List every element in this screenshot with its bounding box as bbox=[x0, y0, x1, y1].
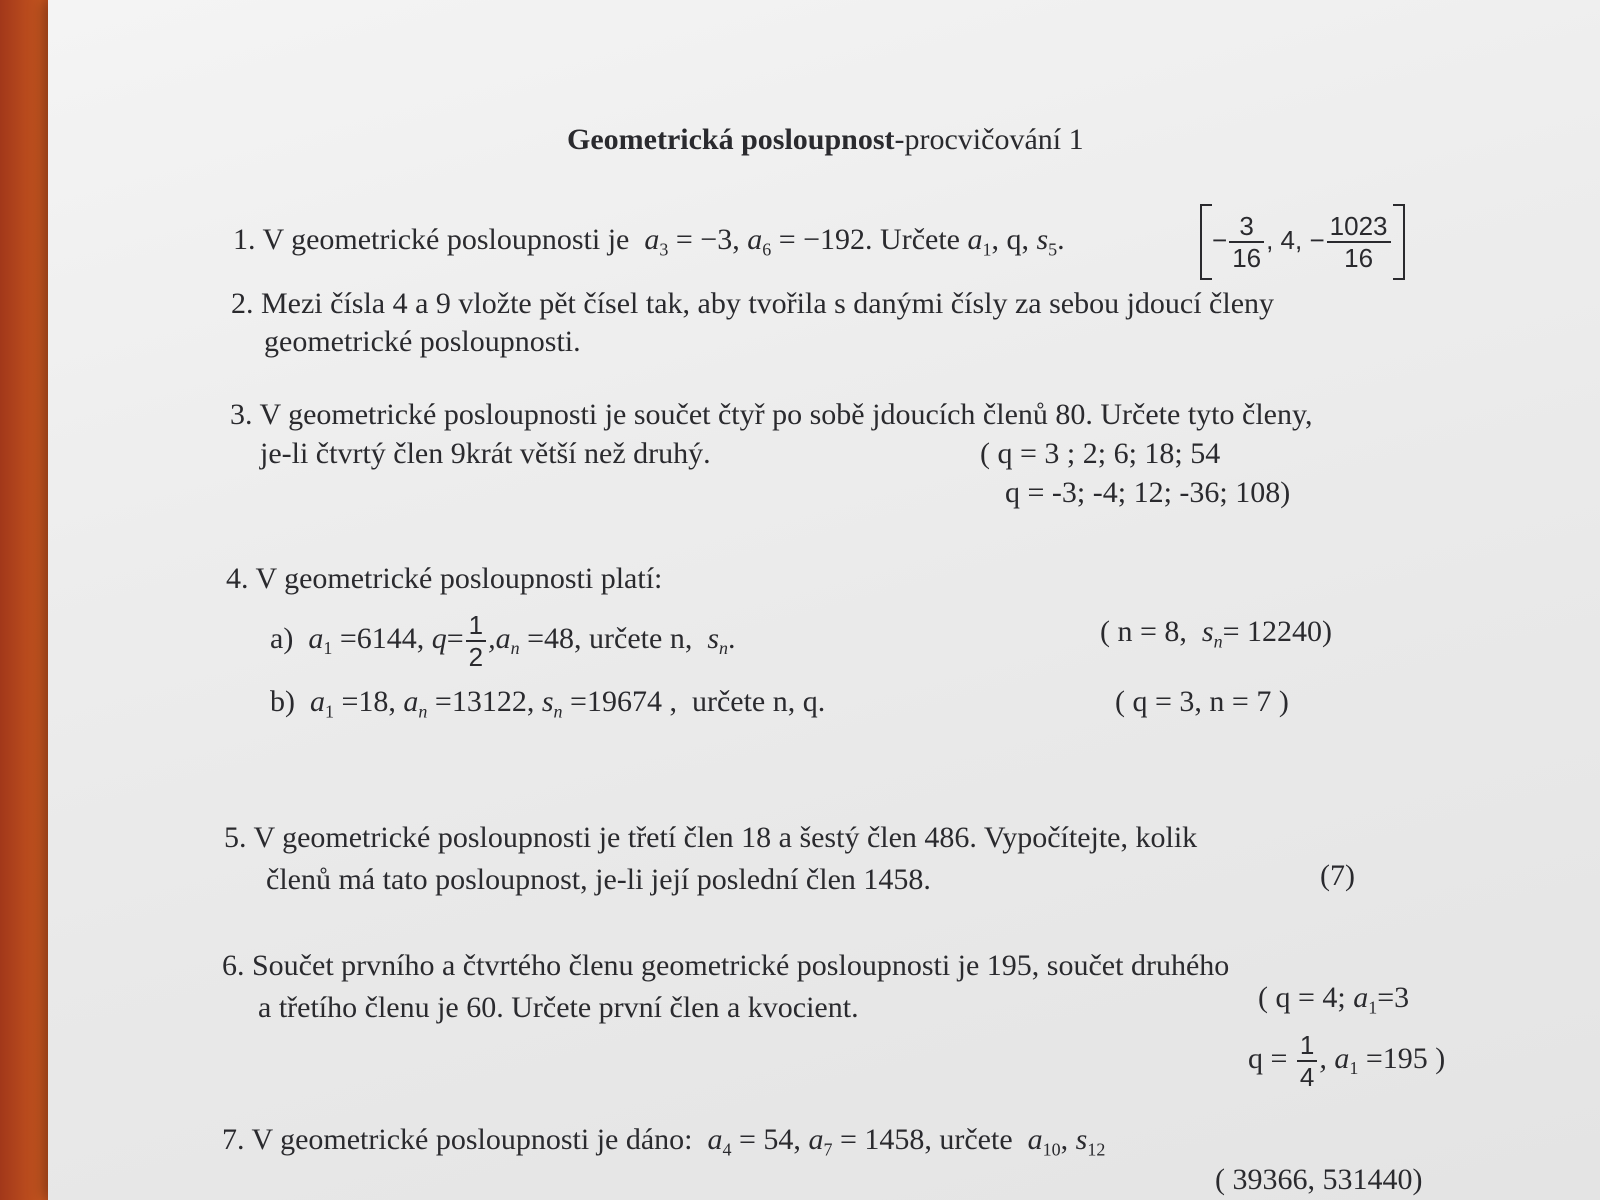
title-bold: Geometrická posloupnost bbox=[567, 123, 895, 156]
problem-4-number: 4. bbox=[226, 562, 249, 595]
p1-ans-sign1: − bbox=[1212, 224, 1228, 255]
problem-4b-answer: ( q = 3, n = 7 ) bbox=[1115, 685, 1289, 718]
p1-ask-a: a bbox=[967, 223, 983, 256]
p4b-s-sub: n bbox=[553, 701, 563, 722]
p4a-an: ,a bbox=[488, 621, 511, 655]
p7-a4-sub: 4 bbox=[722, 1139, 732, 1160]
p7-a4-val: = 54, bbox=[731, 1123, 801, 1156]
p4a-label: a) bbox=[270, 621, 294, 655]
p1-cond1-sub: 3 bbox=[659, 239, 669, 260]
problem-3-number: 3. bbox=[230, 398, 253, 431]
p1-ask-a-sub: 1 bbox=[982, 239, 992, 260]
p1-cond2-val: = −192. bbox=[778, 223, 873, 256]
page-title bbox=[567, 120, 1084, 160]
problem-7 bbox=[222, 1120, 1105, 1169]
p1-ask-q: , q, bbox=[991, 223, 1029, 256]
p7-s12-sub: 12 bbox=[1087, 1139, 1106, 1160]
p4a-ask: určete n, bbox=[589, 621, 693, 655]
p7-a4: a bbox=[707, 1123, 723, 1156]
p4b-label: b) bbox=[270, 685, 295, 718]
p1-ask-end: . bbox=[1057, 223, 1065, 256]
problem-2-line1: Mezi čísla 4 a 9 vložte pět čísel tak, aby tvořila s danými čísly za sebou jdoucí členy bbox=[261, 287, 1275, 320]
problem-3 bbox=[230, 395, 1313, 435]
p1-cond2-var: a bbox=[747, 223, 763, 256]
problem-5-number: 5. bbox=[224, 821, 247, 854]
p7-s12: s bbox=[1075, 1123, 1088, 1156]
problem-5-line2: členů má tato posloupnost, je-li její poslední člen 1458. bbox=[266, 863, 931, 896]
problem-7-number: 7. bbox=[222, 1123, 245, 1156]
p4b-s: s bbox=[541, 685, 554, 718]
p7-a10: a bbox=[1027, 1123, 1043, 1156]
p1-ans-fraction-2 bbox=[1327, 211, 1391, 273]
p4a-end: . bbox=[728, 621, 736, 655]
problem-1-text: V geometrické posloupnosti je bbox=[262, 223, 630, 256]
p6-ans1-pre: ( q = 4; bbox=[1258, 981, 1346, 1014]
p4a-ans-s-sub: n bbox=[1213, 631, 1223, 652]
problem-4a bbox=[270, 610, 736, 672]
problem-2-line2: geometrické posloupnosti. bbox=[264, 325, 581, 358]
p7-sep: , bbox=[1060, 1123, 1069, 1156]
problem-6 bbox=[222, 946, 1229, 986]
p4a-q-num: 1 bbox=[466, 610, 486, 642]
problem-3-answer-1: ( q = 3 ; 2; 6; 18; 54 bbox=[980, 437, 1221, 470]
p4a-a1: a bbox=[308, 621, 324, 655]
p1-cond2-sub: 6 bbox=[762, 239, 772, 260]
p4a-an-sub: n bbox=[510, 638, 520, 659]
p1-ans-num2: 1023 bbox=[1327, 211, 1391, 243]
problem-6-number: 6. bbox=[222, 949, 245, 982]
p6-ans2-num: 1 bbox=[1297, 1030, 1317, 1062]
p4a-s: s bbox=[707, 621, 720, 655]
p1-cond1-var: a bbox=[644, 223, 660, 256]
problem-3-line1: V geometrické posloupnosti je součet čtyř po sobě jdoucích členů 80. Určete tyto členy, bbox=[259, 398, 1313, 431]
problem-1-answer bbox=[1200, 204, 1405, 280]
problem-6-line2: a třetího členu je 60. Určete první člen a kvocient. bbox=[258, 991, 859, 1024]
p4b-s-val: =19674 , bbox=[562, 685, 677, 718]
problem-2 bbox=[231, 284, 1274, 324]
problem-2-number: 2. bbox=[231, 287, 254, 320]
p4b-an: a bbox=[403, 685, 419, 718]
problem-4b bbox=[270, 682, 825, 731]
p4b-a1-sub: 1 bbox=[325, 701, 334, 722]
p7-a7-sub: 7 bbox=[823, 1139, 833, 1160]
p6-ans1-a-sub: 1 bbox=[1368, 997, 1378, 1018]
p4b-a1-val: =18, bbox=[334, 685, 396, 718]
p1-ask-s-sub: 5 bbox=[1048, 239, 1058, 260]
p4a-ans-s: s bbox=[1201, 615, 1214, 648]
p4a-ans1: ( n = 8, bbox=[1100, 615, 1187, 648]
problem-3-answer-2: q = -3; -4; 12; -36; 108) bbox=[1005, 476, 1291, 509]
p6-ans2-fraction bbox=[1297, 1030, 1317, 1092]
p4b-an-val: =13122, bbox=[427, 685, 535, 718]
title-rest: -procvičování 1 bbox=[894, 123, 1084, 156]
answer-bracket-left bbox=[1200, 204, 1212, 280]
p6-ans2-val: =195 ) bbox=[1358, 1041, 1446, 1075]
problem-7-text: V geometrické posloupnosti je dáno: bbox=[251, 1123, 693, 1156]
p7-a10-sub: 10 bbox=[1042, 1139, 1061, 1160]
p1-ans-mid: , 4, − bbox=[1266, 224, 1325, 255]
problem-4-intro: V geometrické posloupnosti platí: bbox=[255, 562, 663, 595]
p4a-q-den: 2 bbox=[468, 642, 484, 672]
p7-ask: , určete bbox=[924, 1123, 1013, 1156]
problem-3-line2: je-li čtvrtý člen 9krát větší než druhý. bbox=[260, 437, 711, 470]
p4a-an-val: =48, bbox=[519, 621, 582, 655]
problem-6-answer-1 bbox=[1258, 978, 1409, 1027]
p6-ans2-a-sub: 1 bbox=[1349, 1058, 1359, 1079]
answer-bracket-right bbox=[1393, 204, 1405, 280]
p1-cond1-val: = −3, bbox=[675, 223, 740, 256]
p4a-q-eq: = bbox=[446, 621, 464, 655]
p4a-q: q bbox=[431, 621, 447, 655]
problem-7-answer: ( 39366, 531440) bbox=[1215, 1163, 1423, 1196]
problem-5-line1: V geometrické posloupnosti je třetí člen 18 a šestý člen 486. Vypočítejte, kolik bbox=[253, 821, 1198, 854]
p1-ans-den1: 16 bbox=[1232, 243, 1262, 273]
p4a-a1-sub: 1 bbox=[323, 638, 333, 659]
p6-ans2-den: 4 bbox=[1299, 1062, 1315, 1092]
p4b-an-sub: n bbox=[418, 701, 428, 722]
problem-5-answer: (7) bbox=[1320, 859, 1355, 892]
p6-ans2-pre: q = bbox=[1248, 1041, 1288, 1075]
p6-ans2-a: , a bbox=[1319, 1041, 1350, 1075]
p1-ask-s: s bbox=[1036, 223, 1049, 256]
p4b-a1: a bbox=[310, 685, 325, 718]
p7-a7: a bbox=[808, 1123, 824, 1156]
p4a-a1-val: =6144, bbox=[332, 621, 425, 655]
problem-1 bbox=[233, 220, 1065, 269]
p6-ans1-val: =3 bbox=[1377, 981, 1410, 1014]
p6-ans1-a: a bbox=[1353, 981, 1369, 1014]
problem-4a-answer bbox=[1100, 612, 1332, 661]
p4a-q-fraction bbox=[466, 610, 486, 672]
p4b-ask: určete n, q. bbox=[691, 685, 826, 718]
problem-4 bbox=[226, 559, 662, 599]
problem-6-line1: Součet prvního a čtvrtého členu geometrické posloupnosti je 195, součet druhého bbox=[252, 949, 1230, 982]
problem-1-number: 1. bbox=[233, 223, 256, 256]
p4a-ans2: = 12240) bbox=[1222, 615, 1333, 648]
problem-6-answer-2 bbox=[1248, 1030, 1445, 1092]
problem-5 bbox=[224, 818, 1197, 858]
p4a-s-sub: n bbox=[719, 638, 729, 659]
p1-ans-den2: 16 bbox=[1344, 243, 1374, 273]
p1-ans-fraction-1 bbox=[1229, 211, 1264, 273]
p1-ask: Určete bbox=[880, 223, 960, 256]
p1-ans-num1: 3 bbox=[1229, 211, 1264, 243]
p7-a7-val: = 1458 bbox=[832, 1123, 925, 1156]
